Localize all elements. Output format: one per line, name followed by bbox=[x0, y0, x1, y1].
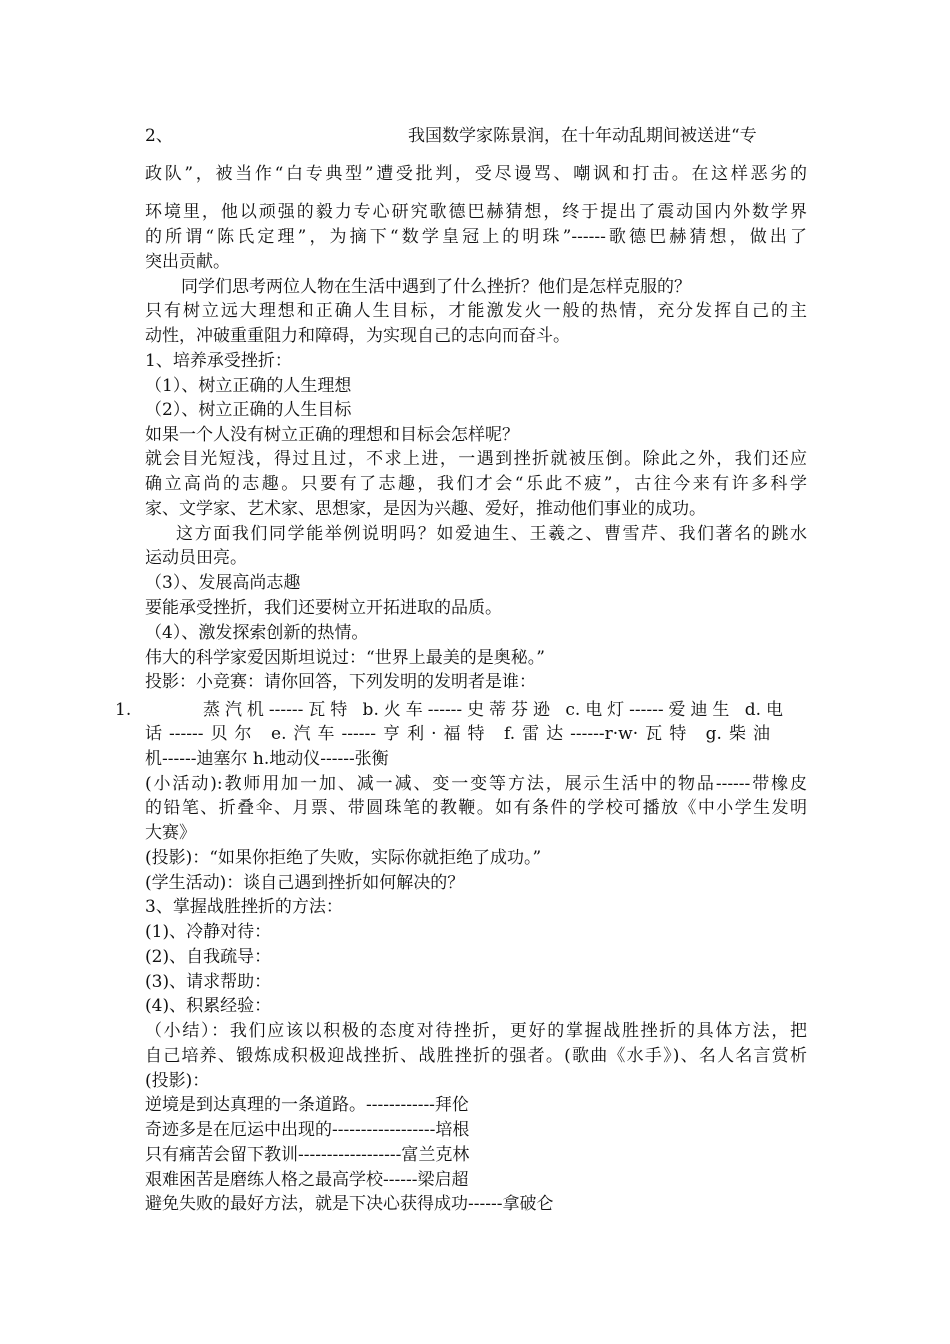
method-item: (4)、积累经验： bbox=[145, 996, 272, 1016]
paragraph-line: 突出贡献。 bbox=[145, 252, 230, 272]
section-heading: 3、掌握战胜挫折的方法： bbox=[145, 897, 343, 917]
invention-line: 机------迪塞尔 h.地动仪------张衡 bbox=[145, 749, 389, 769]
sub-point: （3）、发展高尚志趣 bbox=[145, 573, 301, 593]
paragraph-line: 政队”，被当作“白专典型”遭受批判，受尽谩骂、嘲讽和打击。在这样恶劣的 bbox=[145, 164, 807, 184]
paragraph-line: 投影：小竞赛：请你回答，下列发明的发明者是谁： bbox=[145, 672, 536, 692]
question-line: 同学们思考两位人物在生活中遇到了什么挫折？他们是怎样克服的？ bbox=[181, 277, 691, 297]
paragraph-line: 家、文学家、艺术家、思想家，是因为兴趣、爱好，推动他们事业的成功。 bbox=[145, 499, 706, 519]
paragraph-line: (小活动):教师用加一加、减一减、变一变等方法，展示生活中的物品------带橡皮 bbox=[145, 774, 807, 794]
paragraph-line: (学生活动)：谈自己遇到挫折如何解决的？ bbox=[145, 873, 465, 893]
paragraph-line: 大赛》 bbox=[145, 823, 196, 843]
quote-line: 只有痛苦会留下教训------------------富兰克林 bbox=[145, 1145, 470, 1165]
paragraph-line: 这方面我们同学能举例说明吗？如爱迪生、王羲之、曹雪芹、我们著名的跳水 bbox=[176, 524, 807, 544]
list-number: 1. bbox=[115, 700, 132, 720]
paragraph-line: 运动员田亮。 bbox=[145, 548, 247, 568]
method-item: (3)、请求帮助： bbox=[145, 972, 272, 992]
quote-line: 避免失败的最好方法，就是下决心获得成功------拿破仑 bbox=[145, 1194, 554, 1214]
quote-line: 奇迹多是在厄运中出现的------------------培根 bbox=[145, 1120, 470, 1140]
paragraph-line: 我国数学家陈景润，在十年动乱期间被送进“专 bbox=[408, 126, 757, 146]
paragraph-line: 的所谓“陈氏定理”，为摘下“数学皇冠上的明珠”------歌德巴赫猜想，做出了 bbox=[145, 227, 807, 247]
paragraph-line: 环境里，他以顽强的毅力专心研究歌德巴赫猜想，终于提出了震动国内外数学界 bbox=[145, 202, 807, 222]
paragraph-line: 就会目光短浅，得过且过，不求上进，一遇到挫折就被压倒。除此之外，我们还应 bbox=[145, 449, 807, 469]
paragraph-line: 确立高尚的志趣。只要有了志趣，我们才会“乐此不疲”，古往今来有许多科学 bbox=[145, 474, 807, 494]
method-item: (2)、自我疏导： bbox=[145, 947, 272, 967]
paragraph-line: 的铅笔、折叠伞、月票、带圆珠笔的教鞭。如有条件的学校可播放《中小学生发明 bbox=[145, 798, 807, 818]
quote-line: 逆境是到达真理的一条道路。------------拜伦 bbox=[145, 1095, 469, 1115]
paragraph-line: 要能承受挫折，我们还要树立开拓进取的品质。 bbox=[145, 598, 502, 618]
quote-line: 艰难困苦是磨练人格之最高学校------梁启超 bbox=[145, 1170, 469, 1190]
item-number: 2、 bbox=[145, 126, 173, 146]
sub-point: （1）、树立正确的人生理想 bbox=[145, 376, 352, 396]
section-heading: 1、培养承受挫折： bbox=[145, 351, 292, 371]
paragraph-line: 伟大的科学家爱因斯坦说过：“世界上最美的是奥秘。” bbox=[145, 648, 545, 668]
sub-point: （4）、激发探索创新的热情。 bbox=[145, 623, 369, 643]
paragraph-line: 如果一个人没有树立正确的理想和目标会怎样呢？ bbox=[145, 425, 519, 445]
invention-line: 话------贝尔 e.汽车------亨利·福特 f.雷达------r·w·瓦特 g.柴油 bbox=[145, 724, 770, 744]
paragraph-line: 只有树立远大理想和正确人生目标，才能激发火一般的热情，充分发挥自己的主 bbox=[145, 301, 807, 321]
paragraph-line: 自己培养、锻炼成积极迎战挫折、战胜挫折的强者。(歌曲《水手》)、名人名言赏析 bbox=[145, 1046, 807, 1066]
invention-line: 蒸汽机------瓦特 b.火车------史蒂芬逊 c.电灯------爱迪生 d.电 bbox=[203, 700, 783, 720]
paragraph-line: （小结）：我们应该以积极的态度对待挫折，更好的掌握战胜挫折的具体方法，把 bbox=[145, 1021, 807, 1041]
paragraph-line: (投影)：“如果你拒绝了失败，实际你就拒绝了成功。” bbox=[145, 848, 542, 868]
method-item: (1)、冷静对待： bbox=[145, 922, 272, 942]
paragraph-line: (投影)： bbox=[145, 1071, 210, 1091]
sub-point: （2）、树立正确的人生目标 bbox=[145, 400, 352, 420]
paragraph-line: 动性，冲破重重阻力和障碍，为实现自己的志向而奋斗。 bbox=[145, 326, 570, 346]
